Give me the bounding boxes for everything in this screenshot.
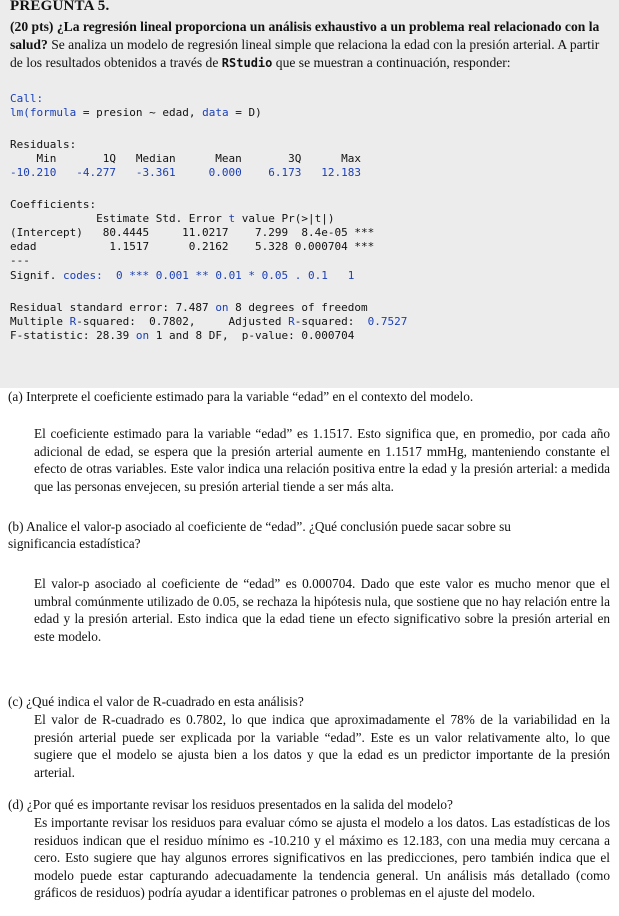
points-label: (20 pts) xyxy=(10,19,54,34)
r-call-label: Call: xyxy=(10,92,44,105)
r-residuals-values: -10.210 -4.277 -3.361 0.000 6.173 12.183 xyxy=(10,166,361,179)
r-coef-label: Coefficients: xyxy=(10,198,97,211)
question-a: (a) Interprete el coeficiente estimado para la variable “edad” en el contexto del modelo. xyxy=(8,389,474,404)
main-question: ¿La regresión lineal proporciona un análisis exhaustivo a un problema real relacionado con la salud? xyxy=(10,19,600,52)
r-residual-se: Residual standard error: 7.487 on 8 degrees of freedom xyxy=(10,301,368,314)
intro-tail: que se muestran a continuación, responder: xyxy=(275,55,511,70)
r-signif-codes: Signif. codes: 0 *** 0.001 ** 0.01 * 0.05 . 0.1 1 xyxy=(10,269,355,282)
question-title: PREGUNTA 5. xyxy=(10,0,110,14)
answer-c: El valor de R-cuadrado es 0.7802, lo que indica que aproximadamente el 78% de la variabilidad en la presión arterial puede ser explicada por la variable “edad”. Este es un valor relativamente alto, lo que sugiere que el modelo se ajusta bien a los datos y que la edad es un predictor importante de la presión arterial. xyxy=(34,712,610,780)
r-separator: --- xyxy=(10,254,30,267)
question-d: (d) ¿Por qué es importante revisar los residuos presentados en la salida del modelo? xyxy=(8,797,453,812)
question-b: (b) Analice el valor-p asociado al coeficiente de “edad”. ¿Qué conclusión puede sacar sobre su significancia estadística? xyxy=(8,519,511,551)
r-coef-row-edad: edad 1.1517 0.2162 5.328 0.000704 *** xyxy=(10,240,375,253)
r-f-statistic: F-statistic: 28.39 on 1 and 8 DF, p-value: 0.000704 xyxy=(10,329,355,342)
question-intro xyxy=(10,18,610,72)
question-header-box xyxy=(0,0,619,388)
question-c: (c) ¿Qué indica el valor de R-cuadrado en esta análisis? xyxy=(8,694,304,709)
r-call-line: lm(formula = presion ~ edad, data = D) xyxy=(10,106,262,119)
answer-a: El coeficiente estimado para la variable “edad” es 1.1517. Esto significa que, en promedio, por cada año adicional de edad, se espera que la presión arterial aumente en 1.1517 mmHg, manteniendo constante el efecto de otras variables. Este valor indica una relación positiva entre la edad y la presión arterial: a medida que las personas envejecen, su presión arterial tiende a ser más alta. xyxy=(34,426,610,494)
r-residuals-header: Min 1Q Median Mean 3Q Max xyxy=(10,152,361,165)
r-residuals-label: Residuals: xyxy=(10,138,77,151)
r-coef-row-intercept: (Intercept) 80.4445 11.0217 7.299 8.4e-05 *** xyxy=(10,226,375,239)
tool-name: RStudio xyxy=(221,56,273,70)
answer-d: Es importante revisar los residuos para evaluar cómo se ajusta el modelo a los datos. Las estadísticas de los residuos indican que el residuo mínimo es -10.210 y el máximo es 12.183, con una media muy cercana a cero. Esto sugiere que hay algunos errores significativos en las predicciones, pero también indica que el modelo puede estar capturando adecuadamente la tendencia general. Un análisis más detallado (como gráficos de residuos) podría ayudar a identificar patrones o problemas en el ajuste del modelo. xyxy=(34,815,610,900)
r-coef-header: Estimate Std. Error t value Pr(>|t|) xyxy=(10,212,335,225)
intro-body: Se analiza un modelo de regresión lineal simple que relaciona la edad con la presión arterial. A partir de los resultados obtenidos a través de xyxy=(10,37,600,70)
answer-b: El valor-p asociado al coeficiente de “edad” es 0.000704. Dado que este valor es mucho menor que el umbral comúnmente utilizado de 0.05, se rechaza la hipótesis nula, que sostiene que no hay relación entre la edad y la presión arterial. Esto indica que la edad tiene un efecto significativo sobre la presión arterial en este modelo. xyxy=(34,576,610,644)
r-multiple-r2: Multiple R-squared: 0.7802, Adjusted R-squared: 0.7527 xyxy=(10,315,408,328)
